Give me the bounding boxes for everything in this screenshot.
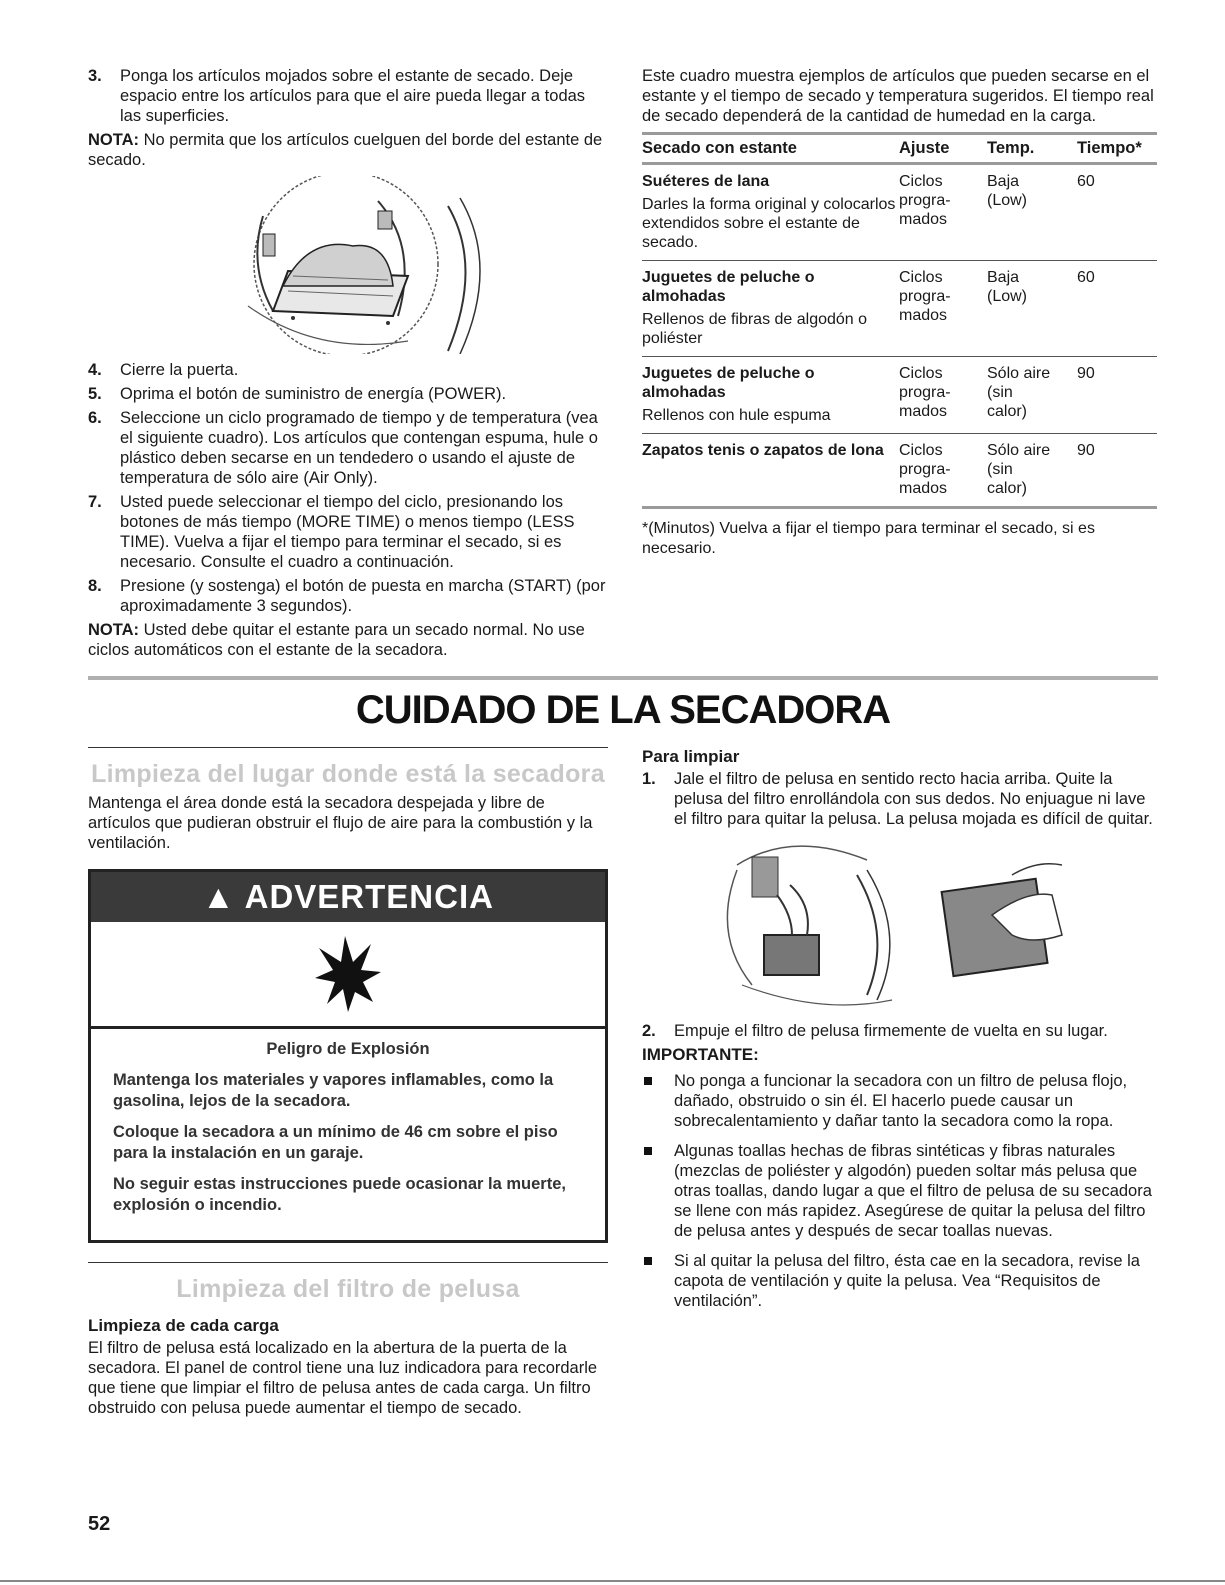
- rack-drying-table: [642, 132, 1157, 509]
- tiempo-cell: 60: [1077, 164, 1157, 261]
- ajuste-line: mados: [899, 403, 948, 420]
- table-row: [642, 261, 1157, 357]
- item-desc: Rellenos con hule espuma: [642, 407, 831, 424]
- step-number: 4.: [88, 361, 102, 379]
- warning-line: No seguir estas instrucciones puede ocasionar la muerte, explosión o incendio.: [113, 1175, 566, 1214]
- cleaning-section: [642, 747, 1157, 1321]
- warning-title: [91, 878, 605, 916]
- step-4: [88, 360, 608, 380]
- warning-line: Mantenga los materiales y vapores inflamables, como la gasolina, lejos de la secadora.: [113, 1071, 554, 1110]
- step-number: 6.: [88, 409, 102, 427]
- step-number: 8.: [88, 577, 102, 595]
- warning-title-text: ADVERTENCIA: [244, 878, 494, 915]
- step-number: 1.: [642, 770, 656, 788]
- bullet-text: No ponga a funcionar la secadora con un filtro de pelusa flojo, dañado, obstruido o sin él. El hacerlo puede causar un sobrecalentamiento y dañar tanto la secadora como la ropa.: [674, 1072, 1128, 1130]
- ajuste-line: Ciclos: [899, 442, 943, 459]
- note-2: [88, 620, 608, 660]
- left-column: [88, 66, 608, 666]
- ajuste-line: progra-: [899, 192, 951, 209]
- lint-filter-section: [88, 1262, 608, 1418]
- subheading: Para limpiar: [642, 747, 740, 766]
- note-1: [88, 130, 608, 170]
- item-name: Juguetes de peluche o almohadas: [642, 365, 815, 401]
- step-text: Oprima el botón de suministro de energía (POWER).: [120, 385, 507, 403]
- note-label: NOTA:: [88, 131, 140, 149]
- temp-line: Baja: [987, 173, 1020, 190]
- bullet-icon: [644, 1077, 652, 1085]
- list-item: [642, 1141, 1157, 1241]
- list-item: [642, 1071, 1157, 1131]
- step-number: 5.: [88, 385, 102, 403]
- temp-line: (Low): [987, 192, 1028, 209]
- list-item: [642, 1251, 1157, 1311]
- right-column: [642, 66, 1157, 575]
- col-header: Secado con estante: [642, 134, 899, 164]
- subheading: Limpieza de cada carga: [88, 1316, 279, 1335]
- temp-line: (sin: [987, 384, 1013, 401]
- step-6: [88, 408, 608, 488]
- item-name: Juguetes de peluche o almohadas: [642, 269, 815, 305]
- section-heading: Limpieza del lugar donde está la secadora: [91, 760, 605, 788]
- bottom-rule: [0, 1580, 1225, 1582]
- clean-step-2: [642, 1021, 1157, 1041]
- warning-subtitle: Peligro de Explosión: [266, 1040, 430, 1058]
- ajuste-line: mados: [899, 480, 948, 497]
- lint-filter-illustration: [642, 835, 1157, 1013]
- warning-header: [91, 872, 605, 922]
- page-number: 52: [88, 1513, 111, 1535]
- step-text: Seleccione un ciclo programado de tiempo y de temperatura (vea el siguiente cuadro). Los artículos que contengan espuma, hule o plástico deben secarse en un tendedero o usando el ajuste de temperatura de sólo aire (Air Only).: [120, 409, 598, 487]
- section-text: El filtro de pelusa está localizado en la abertura de la puerta de la secadora. El panel de control tiene una luz indicadora para recordarle que tiene que limpiar el filtro de pelusa antes de cada carga. Un filtro obstruido con pelusa puede aumentar el tiempo de secado.: [88, 1339, 598, 1417]
- step-number: 3.: [88, 67, 102, 85]
- col-header: Ajuste: [899, 134, 987, 164]
- step-5: [88, 384, 608, 404]
- page-title: CUIDADO DE LA SECADORA: [355, 688, 891, 732]
- ajuste-line: progra-: [899, 384, 951, 401]
- table-row: [642, 434, 1157, 508]
- step-8: [88, 576, 608, 616]
- temp-line: calor): [987, 480, 1028, 497]
- bullet-text: Algunas toallas hechas de fibras sintéticas y fibras naturales (mezclas de poliéster y algodón) pueden soltar más pelusa que otras toallas, dando lugar a que el filtro de pelusa de su secadora se llene con más rapidez. Asegúrese de quitar la pelusa del filtro de pelusa antes y después de secar toallas nuevas.: [674, 1142, 1152, 1240]
- temp-line: (sin: [987, 461, 1013, 478]
- ajuste-line: progra-: [899, 288, 951, 305]
- step-7: [88, 492, 608, 572]
- steps-list-bottom: [88, 360, 608, 616]
- table-row: [642, 164, 1157, 261]
- temp-line: Sólo aire: [987, 365, 1051, 382]
- important-label: IMPORTANTE:: [642, 1045, 759, 1064]
- bullet-text: Si al quitar la pelusa del filtro, ésta cae en la secadora, revise la capota de ventilación y quite la pelusa. Vea “Requisitos de ventilación”.: [674, 1252, 1140, 1310]
- explosion-icon: [313, 934, 383, 1014]
- table-header-row: [642, 134, 1157, 164]
- ajuste-line: progra-: [899, 461, 951, 478]
- temp-line: Baja: [987, 269, 1020, 286]
- explosion-icon-panel: [91, 922, 605, 1029]
- step-text: Presione (y sostenga) el botón de puesta en marcha (START) (por aproximadamente 3 segundos).: [120, 577, 606, 615]
- dryer-area-section: [88, 747, 608, 1243]
- col-header: Tiempo*: [1077, 134, 1157, 164]
- item-name: Zapatos tenis o zapatos de lona: [642, 442, 884, 459]
- temp-line: (Low): [987, 288, 1028, 305]
- dryer-rack-illustration: [88, 176, 608, 354]
- step-number: 2.: [642, 1022, 656, 1040]
- temp-line: Sólo aire: [987, 442, 1051, 459]
- tiempo-cell: 90: [1077, 434, 1157, 508]
- step-text: Cierre la puerta.: [120, 361, 239, 379]
- table-footnote: *(Minutos) Vuelva a fijar el tiempo para terminar el secado, si es necesario.: [642, 520, 1095, 557]
- clean-step-1: [642, 769, 1157, 829]
- bullet-icon: [644, 1147, 652, 1155]
- steps-list-top: [88, 66, 608, 126]
- step-text: Ponga los artículos mojados sobre el estante de secado. Deje espacio entre los artículos para que el aire pueda llegar a todas las superficies.: [120, 67, 586, 125]
- note-text: No permita que los artículos cuelguen del borde del estante de secado.: [88, 131, 603, 169]
- step-3: [88, 66, 608, 126]
- step-text: Usted puede seleccionar el tiempo del ciclo, presionando los botones de más tiempo (MORE TIME) o menos tiempo (LESS TIME). Vuelva a fijar el tiempo para terminar el secado, si es necesario. Consulte el cuadro a continuación.: [120, 493, 575, 571]
- rack-intro: Este cuadro muestra ejemplos de artículos que pueden secarse en el estante y el tiempo de secado y temperatura sugeridos. El tiempo real de secado dependerá de la cantidad de humedad en la carga.: [642, 67, 1154, 125]
- item-desc: Darles la forma original y colocarlos extendidos sobre el estante de secado.: [642, 196, 896, 251]
- step-text: Jale el filtro de pelusa en sentido recto hacia arriba. Quite la pelusa del filtro enrollándola con sus dedos. No enjuague ni lave el filtro para quitar la pelusa. La pelusa mojada es difícil de quitar.: [674, 770, 1153, 828]
- item-desc: Rellenos de fibras de algodón o poliéster: [642, 311, 868, 347]
- ajuste-line: mados: [899, 211, 948, 228]
- warning-triangle-icon: ▲: [202, 878, 245, 915]
- step-text: Empuje el filtro de pelusa firmemente de vuelta en su lugar.: [674, 1022, 1108, 1040]
- ajuste-line: mados: [899, 307, 948, 324]
- heading-rule: [88, 1262, 608, 1263]
- heading-rule: [88, 747, 608, 748]
- section-heading: Limpieza del filtro de pelusa: [176, 1275, 520, 1303]
- tiempo-cell: 60: [1077, 261, 1157, 357]
- step-number: 7.: [88, 493, 102, 511]
- section-text: Mantenga el área donde está la secadora despejada y libre de artículos que pudieran obstruir el flujo de aire para la combustión y la ventilación.: [88, 794, 593, 852]
- warning-line: Coloque la secadora a un mínimo de 46 cm sobre el piso para la instalación en un garaje.: [113, 1123, 558, 1162]
- ajuste-line: Ciclos: [899, 173, 943, 190]
- temp-line: calor): [987, 403, 1028, 420]
- warning-body: [91, 1029, 605, 1240]
- note-text: Usted debe quitar el estante para un secado normal. No use ciclos automáticos con el estante de la secadora.: [88, 621, 585, 659]
- col-header: Temp.: [987, 134, 1077, 164]
- bullet-icon: [644, 1257, 652, 1265]
- section-divider: [88, 676, 1158, 680]
- table-row: [642, 357, 1157, 434]
- warning-box: [88, 869, 608, 1243]
- ajuste-line: Ciclos: [899, 269, 943, 286]
- note-label: NOTA:: [88, 621, 140, 639]
- tiempo-cell: 90: [1077, 357, 1157, 434]
- ajuste-line: Ciclos: [899, 365, 943, 382]
- item-name: Suéteres de lana: [642, 173, 770, 190]
